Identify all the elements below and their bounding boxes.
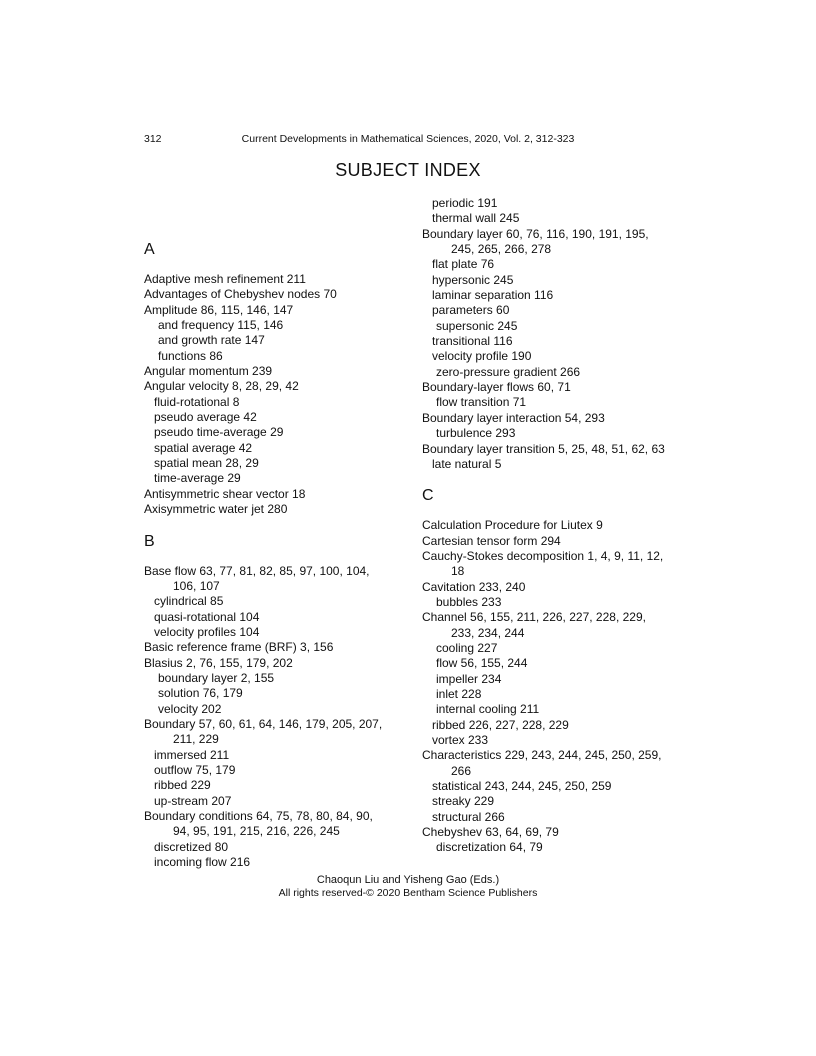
entry-continuation: 211, 229 bbox=[173, 732, 219, 747]
section-letter: A bbox=[144, 241, 155, 258]
index-subentry bbox=[144, 456, 404, 471]
index-subentry bbox=[144, 686, 404, 701]
entry-text: flat plate 76 bbox=[432, 257, 495, 272]
index-subentry bbox=[422, 457, 682, 472]
entry-text: Characteristics 229, 243, 244, 245, 250, 259, bbox=[422, 748, 662, 763]
index-entry bbox=[144, 640, 404, 655]
entry-text: Calculation Procedure for Liutex 9 bbox=[422, 518, 603, 533]
index-subentry bbox=[422, 672, 682, 687]
index-subentry bbox=[144, 349, 404, 364]
index-entry bbox=[144, 717, 404, 748]
entry-text: Boundary layer interaction 54, 293 bbox=[422, 410, 605, 425]
entry-text: Boundary layer 60, 76, 116, 190, 191, 195, bbox=[422, 226, 649, 241]
page-title: SUBJECT INDEX bbox=[335, 160, 481, 180]
index-column-left bbox=[144, 226, 404, 870]
entry-text: up-stream 207 bbox=[154, 793, 232, 808]
index-entry bbox=[144, 379, 404, 394]
index-entry bbox=[422, 549, 682, 580]
entry-text: Basic reference frame (BRF) 3, 156 bbox=[144, 640, 334, 655]
page-number: 312 bbox=[144, 133, 162, 145]
index-subentry bbox=[422, 303, 682, 318]
index-entry bbox=[144, 364, 404, 379]
entry-continuation: 266 bbox=[451, 763, 472, 778]
entry-text: incoming flow 216 bbox=[154, 855, 251, 870]
entry-text: time-average 29 bbox=[154, 471, 241, 486]
index-subentry bbox=[422, 365, 682, 380]
index-entry bbox=[422, 518, 682, 533]
entry-text: impeller 234 bbox=[436, 671, 502, 686]
entry-text: spatial mean 28, 29 bbox=[154, 456, 259, 471]
entry-text: ribbed 226, 227, 228, 229 bbox=[432, 717, 569, 732]
index-entry bbox=[144, 287, 404, 302]
index-subentry bbox=[422, 257, 682, 272]
entry-text: fluid-rotational 8 bbox=[154, 394, 240, 409]
entry-continuation: 245, 265, 266, 278 bbox=[451, 242, 552, 257]
index-subentry bbox=[422, 196, 682, 211]
entry-text: and growth rate 147 bbox=[158, 333, 265, 348]
index-entry bbox=[144, 564, 404, 595]
entry-text: functions 86 bbox=[158, 348, 223, 363]
entry-text: immersed 211 bbox=[154, 747, 230, 762]
entry-text: bubbles 233 bbox=[436, 594, 502, 609]
entry-text: Boundary conditions 64, 75, 78, 80, 84, 90, bbox=[144, 809, 373, 823]
index-entry bbox=[144, 487, 404, 502]
entry-text: velocity 202 bbox=[158, 701, 222, 716]
index-entry bbox=[422, 411, 682, 426]
index-subentry bbox=[422, 840, 682, 855]
index-subentry bbox=[144, 671, 404, 686]
entry-text: spatial average 42 bbox=[154, 440, 253, 455]
section-letter: B bbox=[144, 532, 155, 550]
entry-text: Angular velocity 8, 28, 29, 42 bbox=[144, 379, 299, 394]
entry-text: outflow 75, 179 bbox=[154, 762, 236, 777]
entry-text: pseudo average 42 bbox=[154, 410, 257, 425]
entry-text: cooling 227 bbox=[436, 640, 498, 655]
index-subentry bbox=[144, 441, 404, 456]
index-subentry bbox=[422, 733, 682, 748]
entry-text: and frequency 115, 146 bbox=[158, 318, 284, 333]
entry-text: Amplitude 86, 115, 146, 147 bbox=[144, 302, 294, 317]
index-subentry bbox=[422, 319, 682, 334]
index-entry bbox=[422, 748, 682, 779]
index-subentry bbox=[422, 779, 682, 794]
entry-text: Adaptive mesh refinement 211 bbox=[144, 272, 306, 286]
entry-text: Chebyshev 63, 64, 69, 79 bbox=[422, 825, 559, 840]
entry-text: solution 76, 179 bbox=[158, 686, 243, 701]
index-subentry bbox=[422, 656, 682, 671]
entry-text: Boundary layer transition 5, 25, 48, 51, 62, 63 bbox=[422, 441, 665, 456]
index-entry bbox=[144, 272, 404, 287]
index-subentry bbox=[422, 702, 682, 717]
entry-text: boundary layer 2, 155 bbox=[158, 670, 275, 685]
index-subentry bbox=[144, 610, 404, 625]
index-subentry bbox=[144, 794, 404, 809]
entry-text: transitional 116 bbox=[432, 334, 513, 349]
entry-text: statistical 243, 244, 245, 250, 259 bbox=[432, 779, 612, 794]
entry-text: Axisymmetric water jet 280 bbox=[144, 502, 288, 517]
index-subentry bbox=[144, 778, 404, 793]
index-subentry bbox=[144, 748, 404, 763]
index-subentry bbox=[144, 702, 404, 717]
entry-text: Cartesian tensor form 294 bbox=[422, 533, 561, 548]
index-subentry bbox=[144, 625, 404, 640]
index-subentry bbox=[144, 763, 404, 778]
entry-text: turbulence 293 bbox=[436, 426, 516, 441]
index-entry bbox=[422, 227, 682, 258]
entry-text: structural 266 bbox=[432, 809, 505, 824]
index-subentry bbox=[144, 333, 404, 348]
entry-text: Boundary-layer flows 60, 71 bbox=[422, 380, 571, 395]
index-subentry bbox=[422, 641, 682, 656]
entry-text: vortex 233 bbox=[432, 733, 489, 747]
index-subentry bbox=[144, 471, 404, 486]
index-entry bbox=[144, 809, 404, 840]
entry-text: streaky 229 bbox=[432, 794, 495, 809]
entry-text: late natural 5 bbox=[432, 456, 502, 471]
entry-text: quasi-rotational 104 bbox=[154, 609, 260, 624]
footer-rights: All rights reserved-© 2020 Bentham Science Publishers bbox=[278, 887, 538, 899]
entry-text: laminar separation 116 bbox=[432, 288, 554, 303]
index-subentry bbox=[144, 318, 404, 333]
section-letter: C bbox=[422, 487, 434, 505]
index-entry bbox=[144, 502, 404, 517]
entry-text: supersonic 245 bbox=[436, 318, 518, 333]
entry-text: Advantages of Chebyshev nodes 70 bbox=[144, 287, 337, 302]
entry-text: parameters 60 bbox=[432, 303, 510, 318]
index-entry bbox=[422, 380, 682, 395]
index-subentry bbox=[144, 855, 404, 870]
index-subentry bbox=[422, 211, 682, 226]
index-entry bbox=[144, 656, 404, 671]
entry-continuation: 233, 234, 244 bbox=[451, 625, 525, 640]
entry-text: Base flow 63, 77, 81, 82, 85, 97, 100, 104, bbox=[144, 563, 370, 578]
index-subentry bbox=[144, 395, 404, 410]
index-subentry bbox=[422, 794, 682, 809]
index-subentry bbox=[422, 595, 682, 610]
index-subentry bbox=[144, 594, 404, 609]
index-subentry bbox=[422, 288, 682, 303]
entry-text: ribbed 229 bbox=[154, 778, 211, 793]
entry-text: internal cooling 211 bbox=[436, 702, 540, 717]
entry-text: discretized 80 bbox=[154, 839, 229, 854]
entry-text: flow 56, 155, 244 bbox=[436, 656, 528, 671]
entry-text: Blasius 2, 76, 155, 179, 202 bbox=[144, 655, 293, 670]
index-subentry bbox=[144, 425, 404, 440]
entry-text: thermal wall 245 bbox=[432, 211, 520, 226]
index-subentry bbox=[422, 273, 682, 288]
index-entry bbox=[422, 580, 682, 595]
entry-text: hypersonic 245 bbox=[432, 272, 514, 287]
entry-continuation: 106, 107 bbox=[173, 578, 220, 593]
index-column-right bbox=[422, 196, 682, 856]
index-entry bbox=[144, 303, 404, 318]
entry-text: discretization 64, 79 bbox=[436, 840, 543, 855]
index-subentry bbox=[422, 426, 682, 441]
index-entry bbox=[422, 825, 682, 840]
entry-continuation: 18 bbox=[451, 564, 465, 579]
index-subentry bbox=[422, 349, 682, 364]
index-subentry bbox=[422, 810, 682, 825]
index-subentry bbox=[422, 687, 682, 702]
index-subentry bbox=[144, 410, 404, 425]
entry-text: pseudo time-average 29 bbox=[154, 425, 284, 440]
index-subentry bbox=[422, 395, 682, 410]
entry-text: cylindrical 85 bbox=[154, 594, 224, 609]
index-entry bbox=[422, 610, 682, 641]
index-subentry bbox=[422, 718, 682, 733]
entry-text: Cauchy-Stokes decomposition 1, 4, 9, 11, 12, bbox=[422, 548, 664, 563]
entry-text: Channel 56, 155, 211, 226, 227, 228, 229, bbox=[422, 610, 646, 625]
entry-continuation: 94, 95, 191, 215, 216, 226, 245 bbox=[173, 824, 340, 839]
entry-text: inlet 228 bbox=[436, 686, 482, 701]
index-subentry bbox=[144, 840, 404, 855]
entry-text: velocity profiles 104 bbox=[154, 624, 260, 639]
entry-text: Boundary 57, 60, 61, 64, 146, 179, 205, 207, bbox=[144, 716, 383, 731]
index-entry bbox=[422, 534, 682, 549]
footer-editors: Chaoqun Liu and Yisheng Gao (Eds.) bbox=[316, 874, 500, 886]
entry-text: Antisymmetric shear vector 18 bbox=[144, 486, 306, 501]
entry-text: velocity profile 190 bbox=[432, 349, 532, 364]
entry-text: Angular momentum 239 bbox=[144, 364, 273, 379]
journal-header: Current Developments in Mathematical Sciences, 2020, Vol. 2, 312-323 bbox=[241, 133, 575, 145]
entry-text: flow transition 71 bbox=[436, 395, 527, 410]
entry-text: periodic 191 bbox=[432, 196, 498, 210]
index-entry bbox=[422, 442, 682, 457]
entry-text: zero-pressure gradient 266 bbox=[436, 364, 581, 379]
entry-text: Cavitation 233, 240 bbox=[422, 579, 526, 594]
index-subentry bbox=[422, 334, 682, 349]
